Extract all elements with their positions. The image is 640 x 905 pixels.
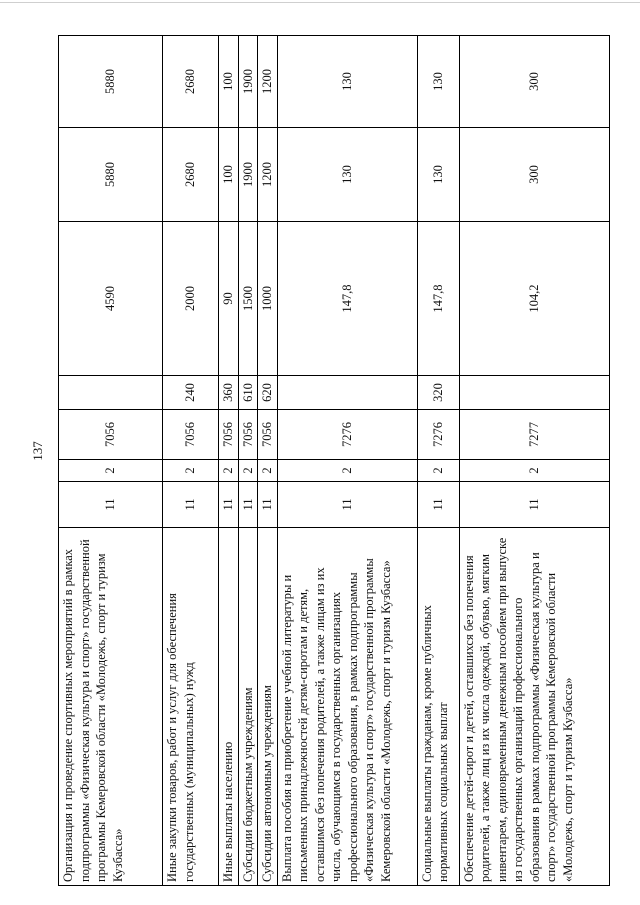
target-code-cell: 7056 [59, 410, 163, 460]
value-cell-2: 100 [219, 128, 239, 222]
expense-type-cell: 360 [219, 376, 239, 410]
budget-table [58, 35, 610, 886]
value-cell-1: 2000 [163, 222, 219, 376]
table-row [163, 36, 219, 886]
value-cell-2: 130 [277, 128, 417, 222]
row-name-cell: Социальные выплаты гражданам, кроме публичных нормативных социальных выплат [417, 528, 459, 886]
row-name-cell: Выплата пособия на приобретение учебной литературы и письменных принадлежностей детям-сиротам и детям, оставшимся без попечения родителей, а также лицам из их числа, обучающимся в государственных организациях профессионального образования, в рамках подпрограммы «Физическая культура и спорт» государственной программы Кемеровской области «Молодежь, спорт и туризм Кузбасса» [277, 528, 417, 886]
value-cell-1: 1000 [258, 222, 278, 376]
subsection-code-cell: 2 [163, 460, 219, 482]
table-body [59, 36, 610, 886]
subsection-code-cell: 2 [59, 460, 163, 482]
subsection-code-cell: 2 [258, 460, 278, 482]
value-cell-2: 130 [417, 128, 459, 222]
subsection-code-cell: 2 [277, 460, 417, 482]
value-cell-3: 1200 [258, 36, 278, 128]
section-code-cell: 11 [163, 482, 219, 528]
page-number: 137 [30, 441, 45, 461]
row-name-cell: Организация и проведение спортивных мероприятий в рамках подпрограммы «Физическая культура и спорт» государственной программы Кемеровской области «Молодежь, спорт и туризм Кузбасса» [59, 528, 163, 886]
expense-type-cell [459, 376, 609, 410]
section-code-cell: 11 [238, 482, 258, 528]
section-code-cell: 11 [459, 482, 609, 528]
expense-type-cell: 610 [238, 376, 258, 410]
value-cell-3: 2680 [163, 36, 219, 128]
value-cell-1: 147,8 [417, 222, 459, 376]
subsection-code-cell: 2 [238, 460, 258, 482]
value-cell-2: 5880 [59, 128, 163, 222]
target-code-cell: 7277 [459, 410, 609, 460]
value-cell-3: 130 [417, 36, 459, 128]
value-cell-2: 2680 [163, 128, 219, 222]
section-code-cell: 11 [277, 482, 417, 528]
table-row [417, 36, 459, 886]
value-cell-1: 147,8 [277, 222, 417, 376]
expense-type-cell [59, 376, 163, 410]
table-row [459, 36, 609, 886]
target-code-cell: 7056 [258, 410, 278, 460]
row-name-cell: Обеспечение детей-сирот и детей, оставшихся без попечения родителей, а также лиц из их числа одеждой, обувью, мягким инвентарем, единовременным денежным пособием при выпуске из государственных организаций профессионального образования в рамках подпрограммы «Физическая культура и спорт» государственной программы Кемеровской области «Молодежь, спорт и туризм Кузбасса» [459, 528, 609, 886]
section-code-cell: 11 [219, 482, 239, 528]
target-code-cell: 7276 [277, 410, 417, 460]
table-row [238, 36, 258, 886]
value-cell-3: 5880 [59, 36, 163, 128]
table-row [258, 36, 278, 886]
expense-type-cell [277, 376, 417, 410]
value-cell-1: 1500 [238, 222, 258, 376]
value-cell-2: 300 [459, 128, 609, 222]
row-name-cell: Иные выплаты населению [219, 528, 239, 886]
expense-type-cell: 320 [417, 376, 459, 410]
table-row [59, 36, 163, 886]
target-code-cell: 7276 [417, 410, 459, 460]
target-code-cell: 7056 [238, 410, 258, 460]
row-name-cell: Субсидии автономным учреждениям [258, 528, 278, 886]
expense-type-cell: 620 [258, 376, 278, 410]
top-rule [0, 2, 640, 3]
section-code-cell: 11 [59, 482, 163, 528]
value-cell-2: 1200 [258, 128, 278, 222]
value-cell-3: 1900 [238, 36, 258, 128]
table-row [219, 36, 239, 886]
value-cell-1: 90 [219, 222, 239, 376]
value-cell-2: 1900 [238, 128, 258, 222]
table-row [277, 36, 417, 886]
target-code-cell: 7056 [219, 410, 239, 460]
subsection-code-cell: 2 [417, 460, 459, 482]
subsection-code-cell: 2 [459, 460, 609, 482]
expense-type-cell: 240 [163, 376, 219, 410]
value-cell-3: 100 [219, 36, 239, 128]
subsection-code-cell: 2 [219, 460, 239, 482]
section-code-cell: 11 [417, 482, 459, 528]
value-cell-3: 130 [277, 36, 417, 128]
target-code-cell: 7056 [163, 410, 219, 460]
section-code-cell: 11 [258, 482, 278, 528]
value-cell-1: 104,2 [459, 222, 609, 376]
value-cell-1: 4590 [59, 222, 163, 376]
row-name-cell: Субсидии бюджетным учреждениям [238, 528, 258, 886]
rotated-table-wrapper [58, 36, 604, 886]
value-cell-3: 300 [459, 36, 609, 128]
row-name-cell: Иные закупки товаров, работ и услуг для обеспечения государственных (муниципальных) нужд [163, 528, 219, 886]
